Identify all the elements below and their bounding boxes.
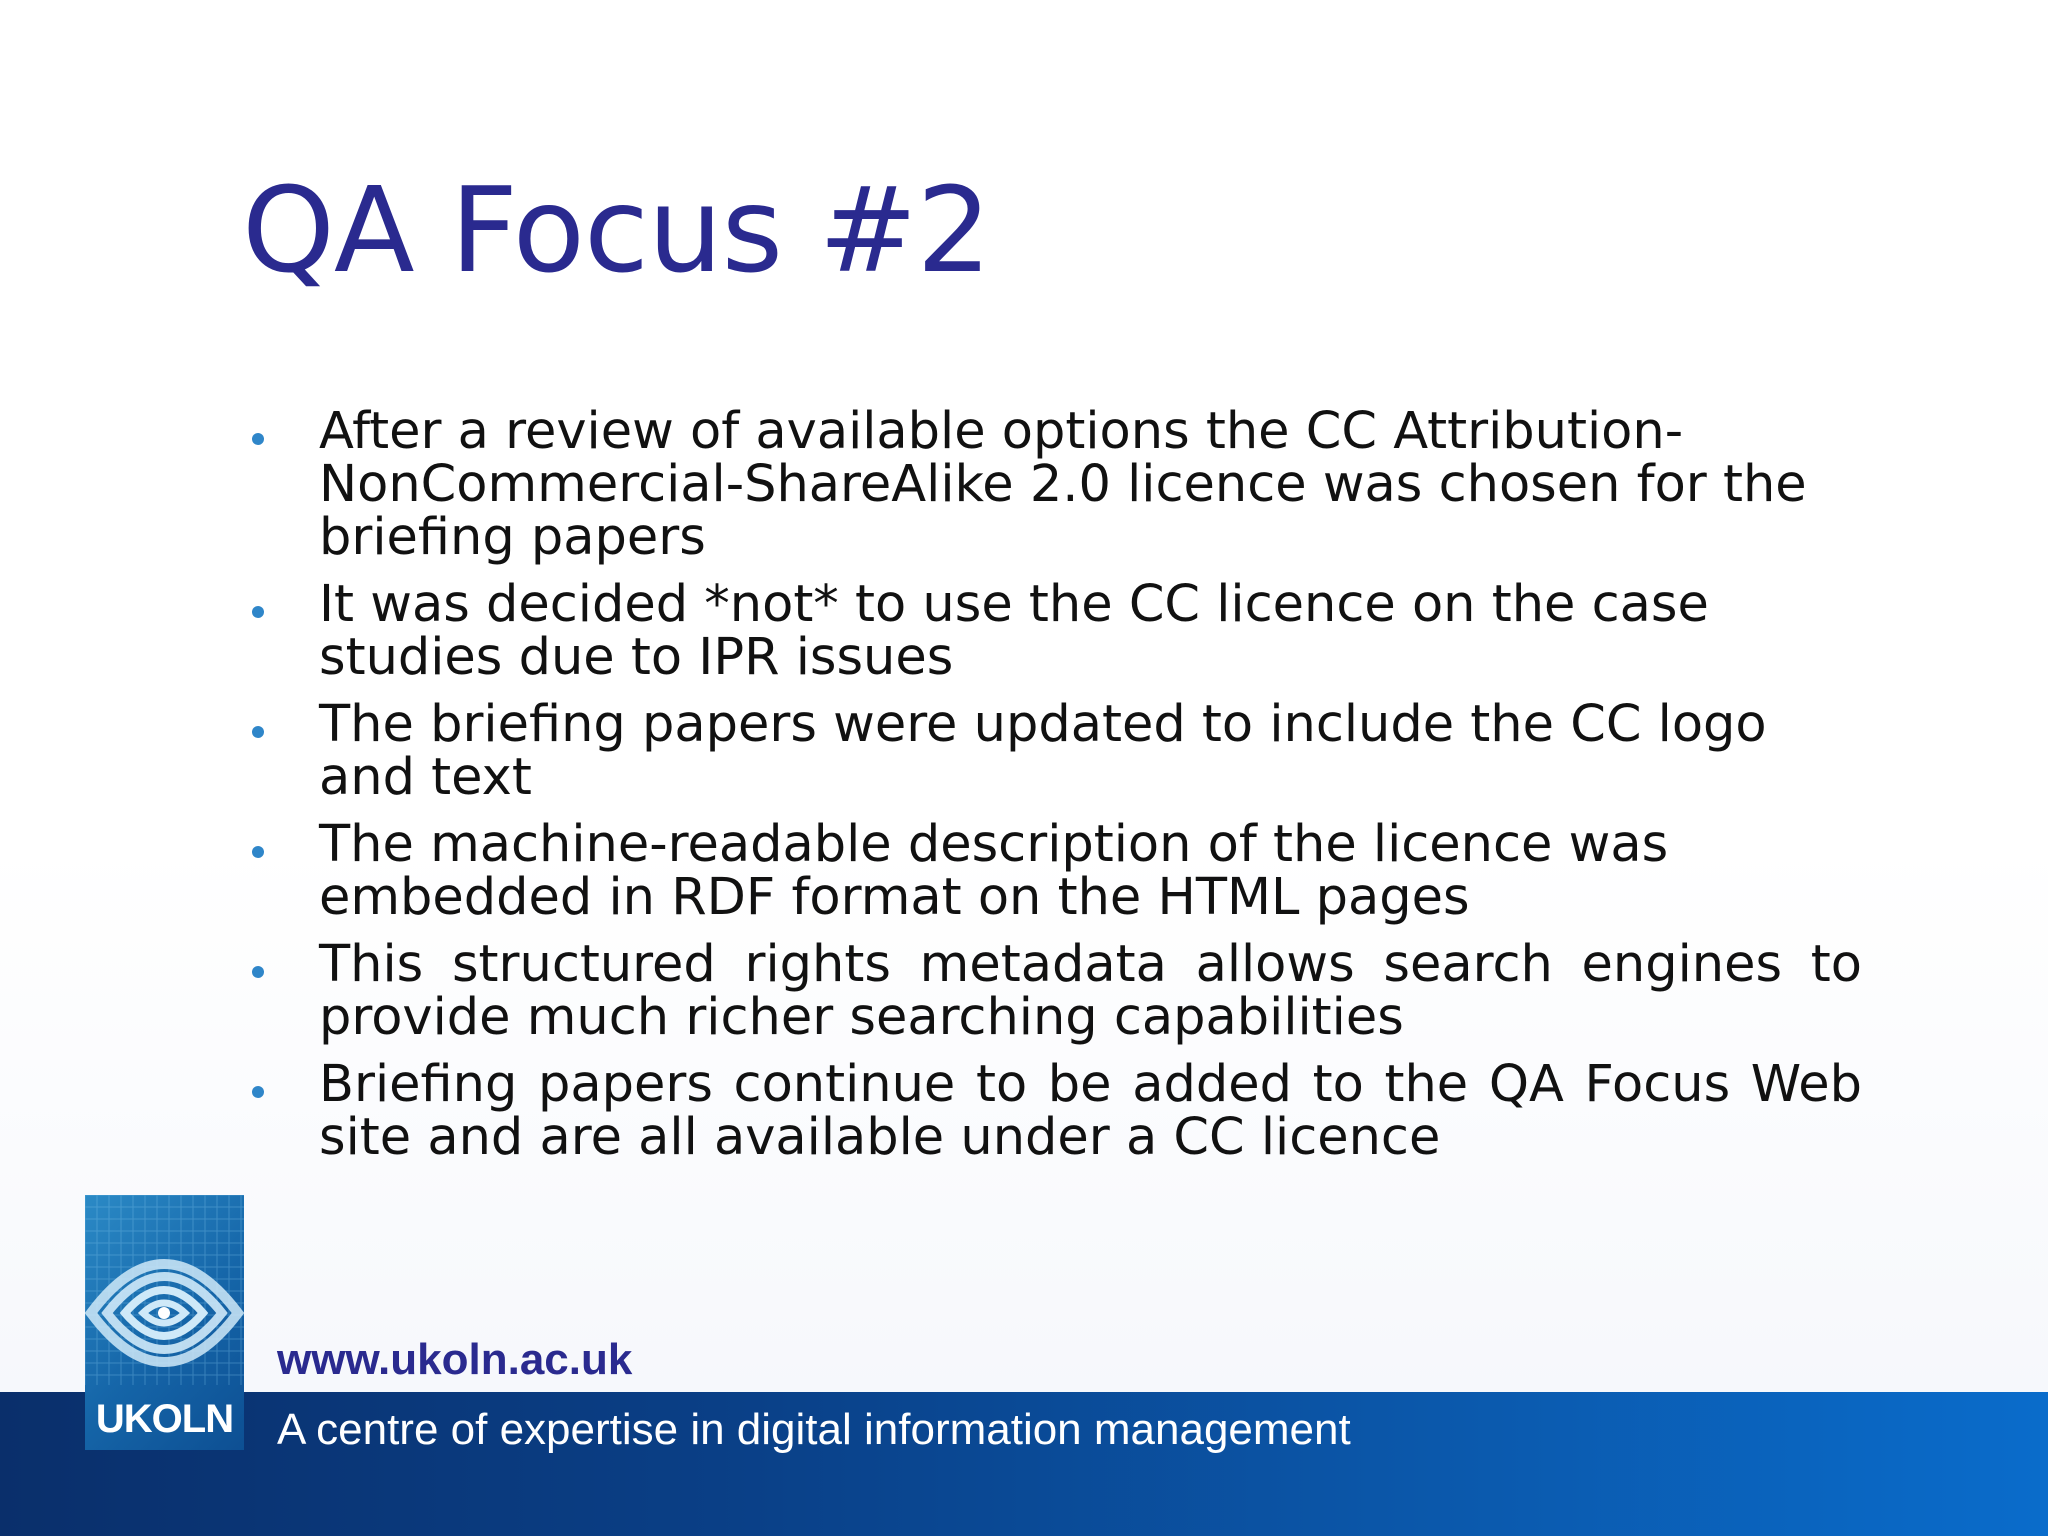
bullet-text: This structured rights metadata allows search engines to provide much richer searching capabilities (319, 935, 1862, 1047)
footer-url-link[interactable]: www.ukoln.ac.uk (277, 1335, 633, 1384)
logo-wordmark: UKOLN (95, 1397, 234, 1441)
bullet-text: Briefing papers continue to be added to the QA Focus Web site and are all available under a CC licence (319, 1055, 1862, 1167)
bullet-item (242, 575, 1862, 687)
eye-icon (85, 1195, 244, 1385)
bullet-dot-icon (252, 846, 264, 858)
bullet-text: After a review of available options the CC Attribution-NonCommercial-ShareAlike 2.0 licence was chosen for the briefing papers (319, 402, 1807, 567)
bullet-dot-icon (252, 726, 264, 738)
bullet-item (242, 695, 1862, 807)
bullet-dot-icon (252, 1086, 264, 1098)
slide-title: QA Focus #2 (242, 161, 991, 299)
bullet-dot-icon (252, 966, 264, 978)
bullet-list (242, 402, 1862, 1178)
bullet-text: The machine-readable description of the licence was embedded in RDF format on the HTML pages (319, 815, 1669, 927)
bullet-dot-icon (252, 606, 264, 618)
bullet-text: The briefing papers were updated to include the CC logo and text (319, 695, 1767, 807)
bullet-text: It was decided *not* to use the CC licence on the case studies due to IPR issues (319, 575, 1709, 687)
bullet-dot-icon (252, 433, 264, 445)
bullet-item (242, 815, 1862, 927)
bullet-item (242, 1055, 1862, 1167)
ukoln-logo (85, 1195, 244, 1450)
bullet-item (242, 402, 1862, 567)
bullet-item (242, 935, 1862, 1047)
footer-tagline: A centre of expertise in digital information management (277, 1405, 1351, 1454)
